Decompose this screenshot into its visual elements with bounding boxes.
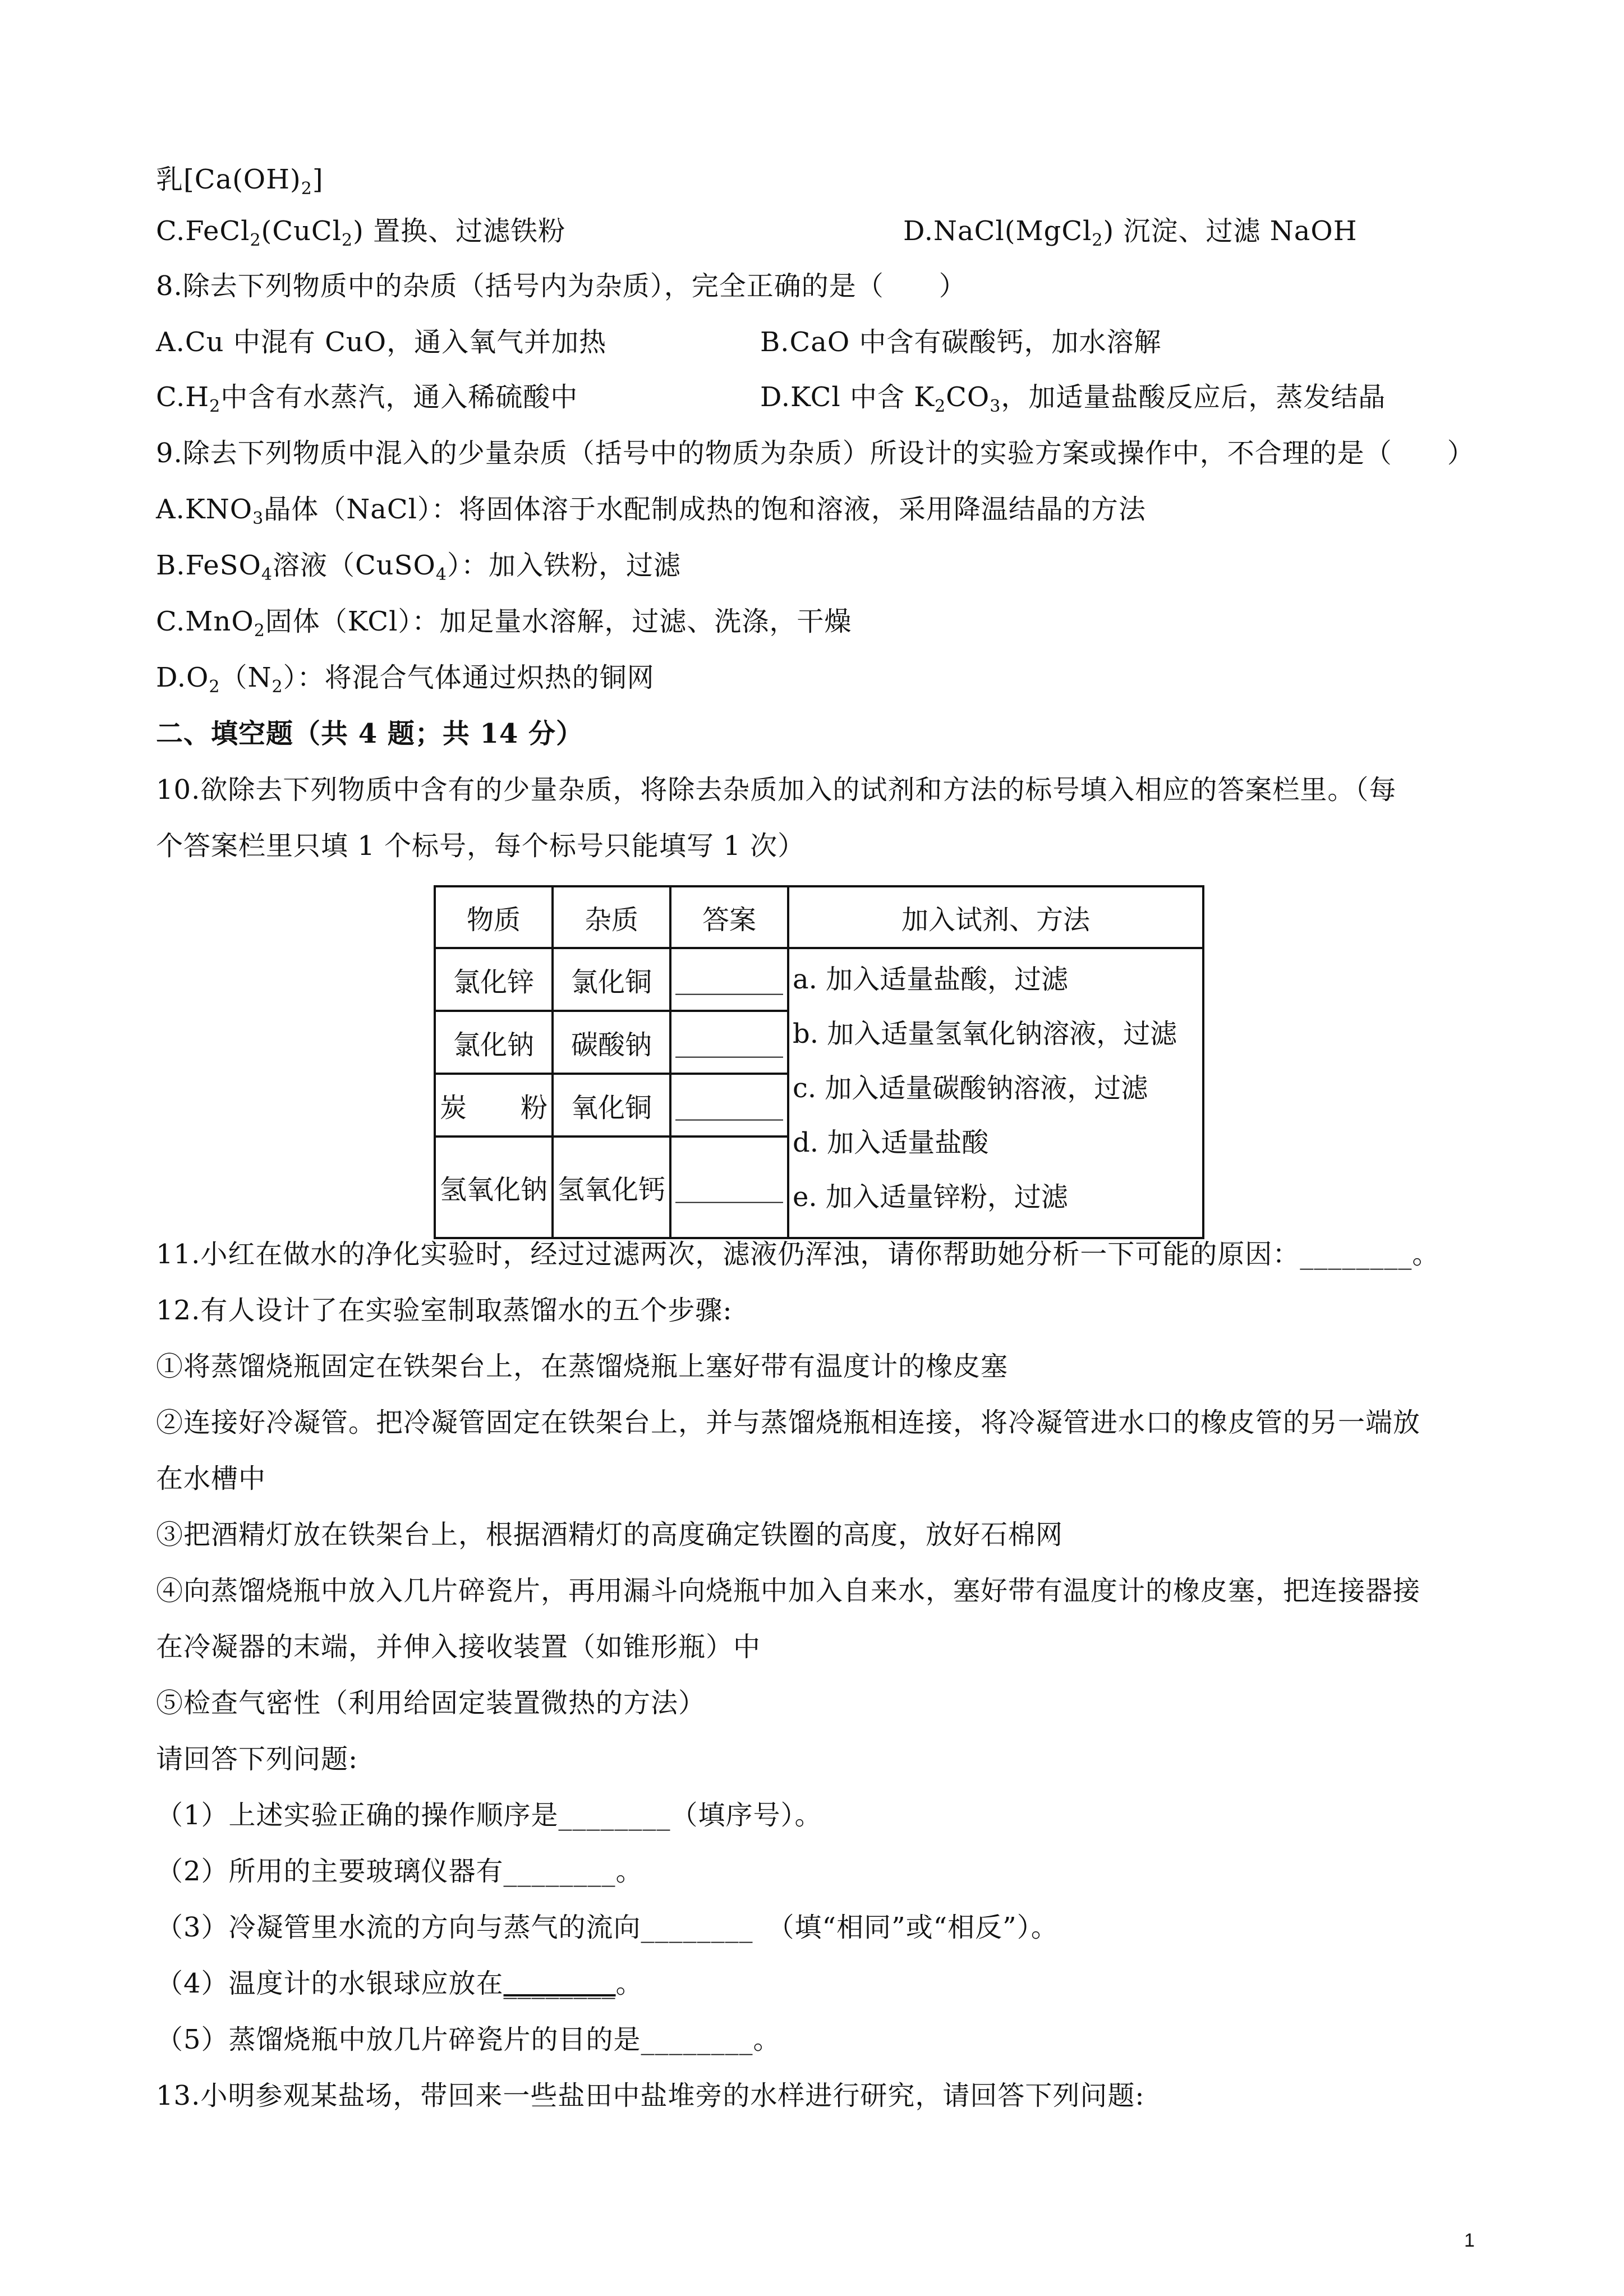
q12-step-1: ①将蒸馏烧瓶固定在铁架台上，在蒸馏烧瓶上塞好带有温度计的橡皮塞 — [156, 1351, 1009, 1382]
answer-blank[interactable]: ________ — [503, 1968, 616, 1999]
table-header-substance: 物质 — [435, 886, 553, 948]
table-cell-substance: 氯化钠 — [435, 1011, 553, 1074]
q12-sub-5: （5）蒸馏烧瓶中放几片碎瓷片的目的是________。 — [156, 2024, 781, 2055]
q12-step-3: ③把酒精灯放在铁架台上，根据酒精灯的高度确定铁圈的高度，放好石棉网 — [156, 1519, 1064, 1550]
page-number: 1 — [1464, 2230, 1475, 2251]
option-d: d. 加入适量盐酸 — [793, 1127, 989, 1158]
q12-sub-3: （3）冷凝管里水流的方向与蒸气的流向________ （填“相同”或“相反”）。 — [156, 1912, 1059, 1943]
q7-option-d: D.NaCl(MgCl$_2$) 沉淀、过滤 NaOH — [903, 215, 1358, 250]
table-cell-impurity: 碳酸钠 — [553, 1011, 670, 1074]
option-c: c. 加入适量碳酸钠溶液，过滤 — [793, 1073, 1148, 1104]
answer-blank[interactable]: ________ — [675, 1171, 783, 1203]
q13-stem: 13.小明参观某盐场，带回来一些盐田中盐堆旁的水样进行研究，请回答下列问题: — [156, 2080, 1145, 2111]
q7-option-b-tail: 乳$[Ca(OH)_2]$ — [156, 164, 324, 199]
q12-step-4-line1: ④向蒸馏烧瓶中放入几片碎瓷片，再用漏斗向烧瓶中加入自来水，塞好带有温度计的橡皮塞，把连接器接 — [156, 1575, 1421, 1607]
table-cell-impurity: 氯化铜 — [553, 948, 670, 1011]
answer-blank[interactable]: ________ — [675, 1027, 783, 1058]
table-cell-substance: 氢氧化钠 — [435, 1137, 553, 1238]
q8-option-a: A.Cu 中混有 CuO，通入氧气并加热 — [156, 326, 607, 358]
q8-option-b: B.CaO 中含有碳酸钙，加水溶解 — [760, 326, 1162, 358]
q12-sub-1: （1）上述实验正确的操作顺序是________（填序号）。 — [156, 1800, 822, 1831]
q12-step-2-line2: 在水槽中 — [156, 1463, 266, 1494]
q12-step-5: ⑤检查气密性（利用给固定装置微热的方法） — [156, 1687, 706, 1719]
table-options — [788, 948, 1203, 1238]
q12-sub-4: （4）温度计的水银球应放在________。 — [156, 1968, 643, 1999]
answer-blank[interactable]: ________ — [675, 1089, 783, 1121]
q8-stem: 8.除去下列物质中的杂质（括号内为杂质），完全正确的是（ ） — [156, 270, 967, 302]
q8-option-d: D.KCl 中含 $K_2CO_3$，加适量盐酸反应后，蒸发结晶 — [760, 381, 1386, 416]
table-cell-impurity: 氢氧化钙 — [553, 1137, 670, 1238]
q7-option-c: C.FeCl$_2$(CuCl$_2$) 置换、过滤铁粉 — [156, 215, 566, 250]
table-cell-answer[interactable] — [670, 1011, 788, 1074]
q9-option-d: $D.O_2(N_2)$：将混合气体通过炽热的铜网 — [156, 662, 655, 697]
table-header-answer: 答案 — [670, 886, 788, 948]
table-cell-answer[interactable] — [670, 1074, 788, 1137]
q10-table — [434, 885, 1204, 1239]
table-cell-answer[interactable] — [670, 1137, 788, 1238]
q9-option-c: C.MnO$_2$固体（KCl）：加足量水溶解，过滤、洗涤，干燥 — [156, 606, 852, 641]
q10-stem-line1: 10.欲除去下列物质中含有的少量杂质，将除去杂质加入的试剂和方法的标号填入相应的答案栏里。（每 — [156, 774, 1397, 806]
table-header-impurity: 杂质 — [553, 886, 670, 948]
option-b: b. 加入适量氢氧化钠溶液，过滤 — [793, 1018, 1177, 1050]
q9-option-a: $A.KNO_3$晶体（NaCl）：将固体溶于水配制成热的饱和溶液，采用降温结晶的方法 — [156, 494, 1146, 528]
answer-blank[interactable]: ________ — [675, 964, 783, 995]
section-heading-fill-in: 二、填空题（共 4 题；共 14 分） — [156, 718, 584, 749]
option-e: e. 加入适量锌粉，过滤 — [793, 1181, 1068, 1213]
table-cell-impurity: 氧化铜 — [553, 1074, 670, 1137]
q12-step-4-line2: 在冷凝器的末端，并伸入接收装置（如锥形瓶）中 — [156, 1631, 761, 1663]
q8-option-c: $C.H_2$中含有水蒸汽，通入稀硫酸中 — [156, 381, 578, 416]
q12-sub-2: （2）所用的主要玻璃仪器有________。 — [156, 1856, 643, 1887]
q12-step-2-line1: ②连接好冷凝管。把冷凝管固定在铁架台上，并与蒸馏烧瓶相连接，将冷凝管进水口的橡皮管的另一端放 — [156, 1407, 1421, 1438]
table-header-method: 加入试剂、方法 — [788, 886, 1203, 948]
q11-stem: 11.小红在做水的净化实验时，经过过滤两次，滤液仍浑浊，请你帮助她分析一下可能的原因：________。 — [156, 1239, 1440, 1270]
q12-ask: 请回答下列问题: — [156, 1743, 358, 1775]
table-cell-substance: 炭 粉 — [435, 1074, 553, 1137]
q9-stem: 9.除去下列物质中混入的少量杂质（括号中的物质为杂质）所设计的实验方案或操作中，不合理的是（ ） — [156, 438, 1475, 469]
q9-option-b: B.FeSO$_4$溶液（CuSO$_4$）：加入铁粉，过滤 — [156, 550, 681, 585]
table-cell-substance: 氯化锌 — [435, 948, 553, 1011]
q10-stem-line2: 个答案栏里只填 1 个标号，每个标号只能填写 1 次） — [156, 830, 806, 862]
q12-stem: 12.有人设计了在实验室制取蒸馏水的五个步骤: — [156, 1295, 733, 1326]
table-cell-answer[interactable] — [670, 948, 788, 1011]
option-a: a. 加入适量盐酸，过滤 — [793, 964, 1069, 995]
